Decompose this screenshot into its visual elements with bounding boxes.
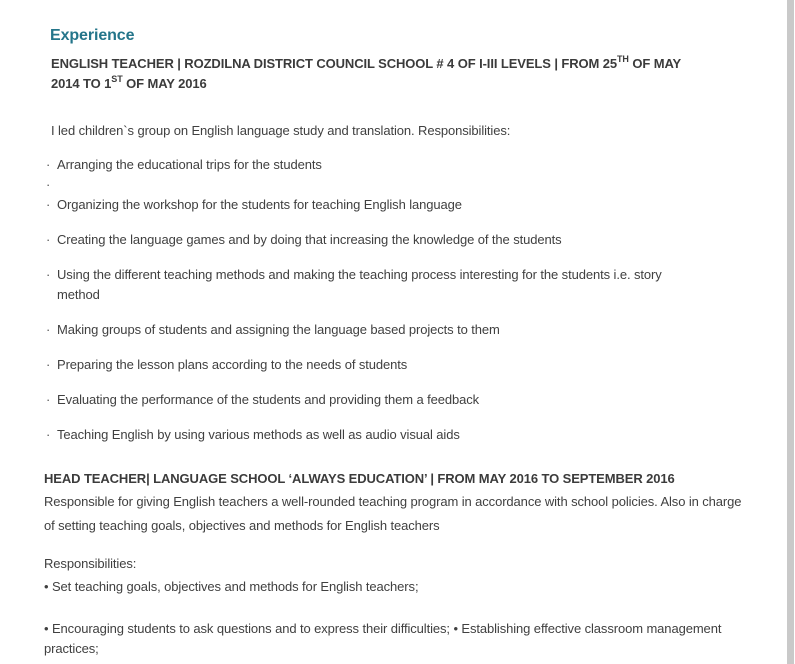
bullet-dot-icon: ·	[46, 392, 51, 407]
list-item-text: Making groups of students and assigning the language based projects to them	[57, 322, 500, 337]
list-item	[46, 355, 787, 375]
list-item-empty	[46, 175, 787, 195]
job1-title-text-2: OF MAY 2014 TO 1	[51, 56, 681, 91]
bullet-dot-icon: ·	[46, 427, 51, 442]
job1-intro-paragraph: I led children`s group on English language study and translation. Responsibilities:	[51, 123, 511, 138]
list-item-text: Evaluating the performance of the students and providing them a feedback	[57, 392, 480, 407]
page-right-edge	[787, 0, 794, 664]
job2-summary-paragraph: Responsible for giving English teachers a well-rounded teaching program in accordance with school policies. Also in charge of setting teaching goals, objectives and methods for English teachers	[44, 494, 742, 533]
list-item-text: Organizing the workshop for the students for teaching English language	[57, 197, 462, 212]
list-item	[46, 195, 787, 215]
list-item-text: Arranging the educational trips for the students	[57, 157, 322, 172]
list-item	[46, 320, 787, 340]
list-item	[46, 155, 787, 175]
bullet-dot-icon: ·	[46, 232, 51, 247]
bullet-dot-icon: ·	[46, 197, 51, 212]
list-item-text: Using the different teaching methods and making the teaching process interesting for the students i.e. story method	[57, 267, 662, 302]
list-item	[46, 230, 787, 250]
list-item-text: Teaching English by using various methods as well as audio visual aids	[57, 427, 460, 442]
list-item	[46, 390, 787, 410]
list-item-text: Preparing the lesson plans according to the needs of students	[57, 357, 408, 372]
section-heading-experience: Experience	[50, 27, 135, 44]
bullet-dot-icon: ·	[46, 267, 51, 282]
list-item	[46, 265, 787, 305]
bullet-dot-icon: ·	[46, 357, 51, 372]
responsibility-item: • Encouraging students to ask questions and to express their difficulties; • Establishing effective classroom management practices;	[44, 621, 722, 656]
job1-title-superscript-st: ST	[111, 73, 123, 84]
job1-duties-list	[46, 155, 787, 445]
list-item	[46, 425, 787, 445]
job1-title-text-3: OF MAY 2016	[122, 75, 207, 91]
job1-title-superscript-th: TH	[617, 54, 629, 64]
job1-title	[51, 55, 706, 94]
bullet-dot-icon: ·	[46, 177, 51, 192]
list-item-text: Creating the language games and by doing that increasing the knowledge of the students	[57, 232, 562, 247]
bullet-dot-icon: ·	[46, 157, 51, 172]
bullet-dot-icon: ·	[46, 322, 51, 337]
job1-title-text-1: ENGLISH TEACHER | ROZDILNA DISTRICT COUNCIL SCHOOL # 4 OF I-III LEVELS | FROM 25	[51, 56, 618, 71]
job2-title: HEAD TEACHER| LANGUAGE SCHOOL ‘ALWAYS EDUCATION’ | FROM MAY 2016 TO SEPTEMBER 2016	[44, 471, 675, 486]
job2-block	[44, 469, 787, 659]
responsibilities-label: Responsibilities:	[44, 556, 137, 571]
responsibility-item: • Set teaching goals, objectives and methods for English teachers;	[44, 579, 419, 594]
